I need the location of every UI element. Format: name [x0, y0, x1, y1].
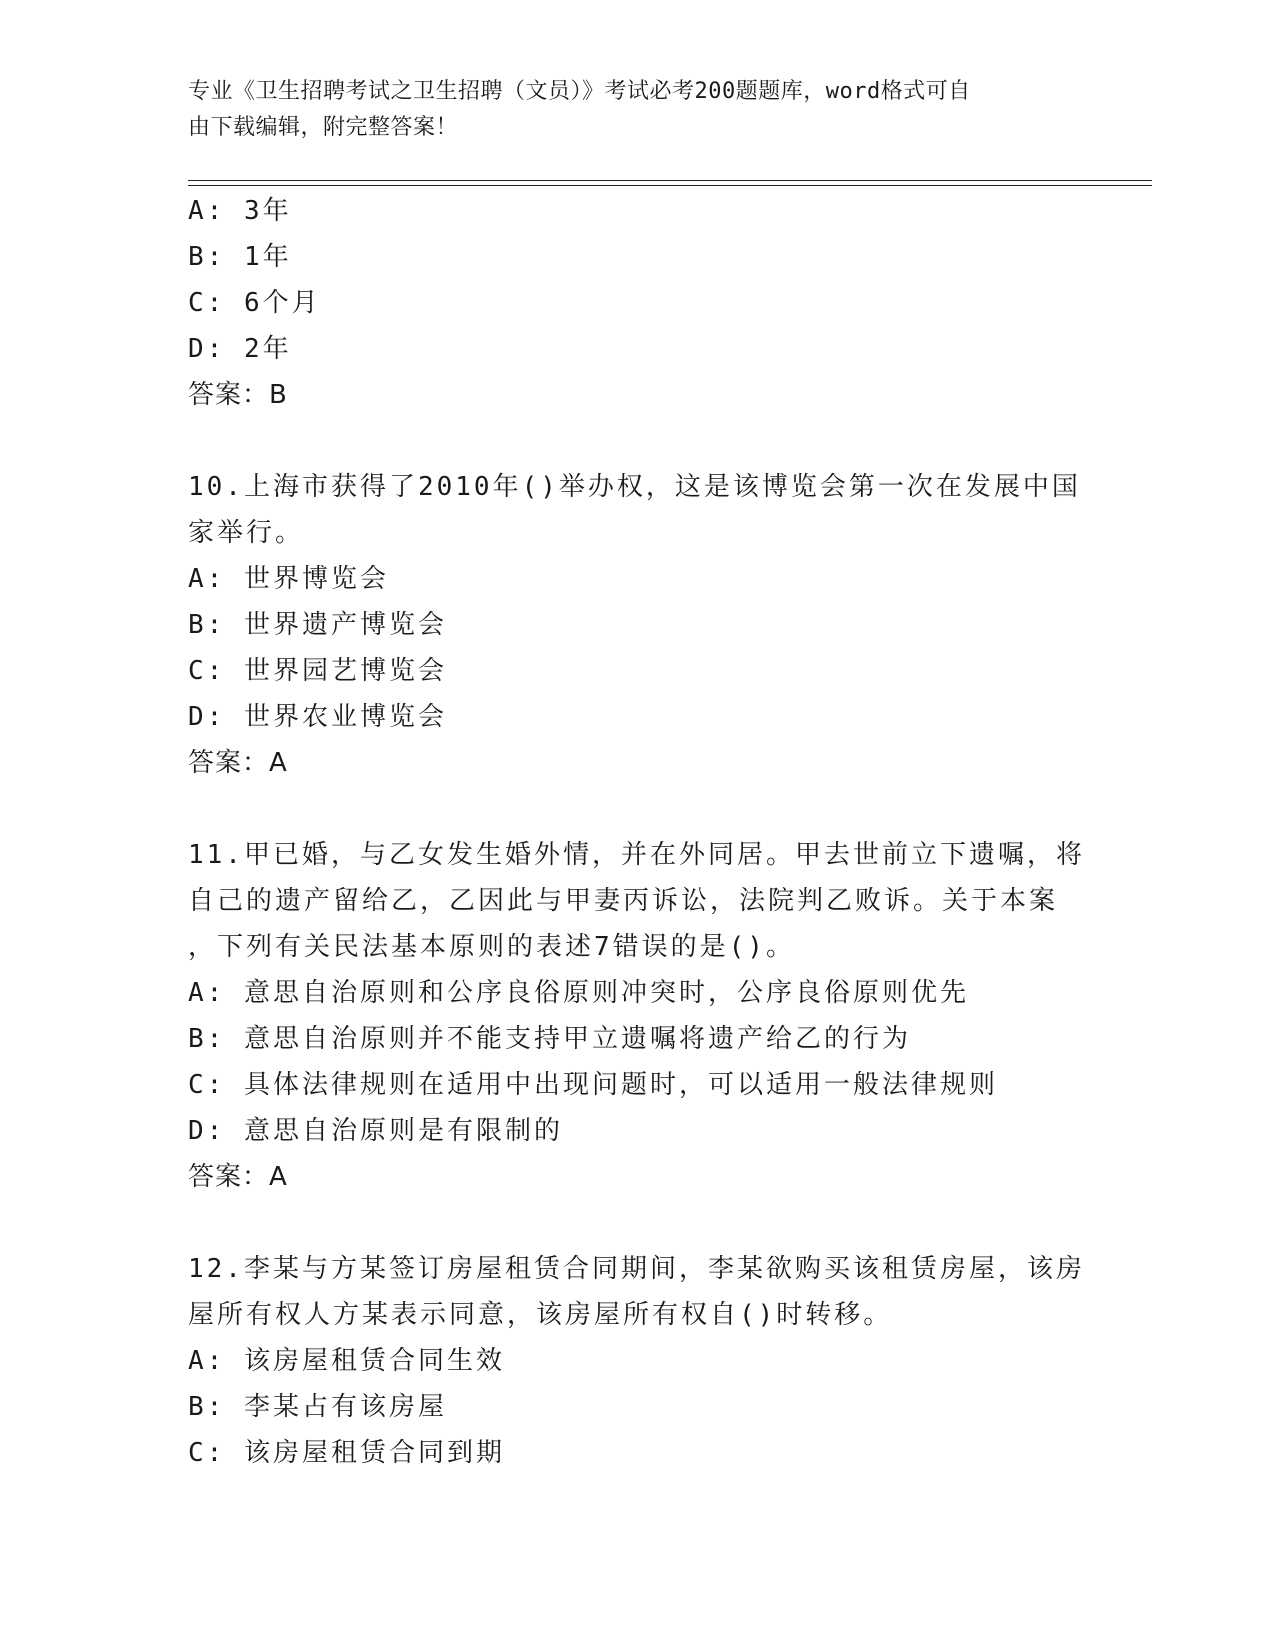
answer-line: 答案：A — [188, 1162, 288, 1192]
header-line-2: 由下载编辑，附完整答案！ — [188, 115, 459, 140]
option-b: B: 意思自治原则并不能支持甲立遗嘱将遗产给乙的行为 — [188, 1024, 911, 1054]
header-line-1: 专业《卫生招聘考试之卫生招聘（文员）》考试必考200题题库，word格式可自 — [188, 79, 971, 104]
option-b: B: 1年 — [188, 242, 292, 272]
option-a: A: 3年 — [188, 196, 292, 226]
option-a: A: 该房屋租赁合同生效 — [188, 1346, 505, 1376]
question-stem-line: ，下列有关民法基本原则的表述7错误的是()。 — [188, 932, 795, 962]
option-c: C: 具体法律规则在适用中出现问题时，可以适用一般法律规则 — [188, 1070, 998, 1100]
question-9-continuation — [188, 188, 1088, 418]
option-c: C: 世界园艺博览会 — [188, 656, 447, 686]
option-c: C: 6个月 — [188, 288, 321, 318]
answer-line: 答案：B — [188, 380, 288, 410]
option-b: B: 世界遗产博览会 — [188, 610, 447, 640]
question-stem-line: 屋所有权人方某表示同意，该房屋所有权自()时转移。 — [188, 1300, 893, 1330]
question-stem-line: 家举行。 — [188, 518, 305, 548]
document-body — [188, 188, 1088, 1476]
question-stem-line: 11.甲已婚，与乙女发生婚外情，并在外同居。甲去世前立下遗嘱，将 — [188, 840, 1085, 870]
question-10 — [188, 464, 1088, 786]
option-b: B: 李某占有该房屋 — [188, 1392, 447, 1422]
option-d: D: 意思自治原则是有限制的 — [188, 1116, 563, 1146]
question-stem-line: 自己的遗产留给乙，乙因此与甲妻丙诉讼，法院判乙败诉。关于本案 — [188, 886, 1059, 916]
header-divider-top — [188, 180, 1152, 181]
question-stem-line: 10.上海市获得了2010年()举办权，这是该博览会第一次在发展中国 — [188, 472, 1081, 502]
answer-line: 答案：A — [188, 748, 288, 778]
document-header — [188, 74, 1078, 146]
question-11 — [188, 832, 1088, 1200]
option-d: D: 2年 — [188, 334, 292, 364]
question-12 — [188, 1246, 1088, 1476]
question-stem-line: 12.李某与方某签订房屋租赁合同期间，李某欲购买该租赁房屋，该房 — [188, 1254, 1085, 1284]
option-a: A: 世界博览会 — [188, 564, 389, 594]
option-c: C: 该房屋租赁合同到期 — [188, 1438, 505, 1468]
header-divider-bottom — [188, 185, 1152, 186]
option-a: A: 意思自治原则和公序良俗原则冲突时，公序良俗原则优先 — [188, 978, 969, 1008]
option-d: D: 世界农业博览会 — [188, 702, 447, 732]
